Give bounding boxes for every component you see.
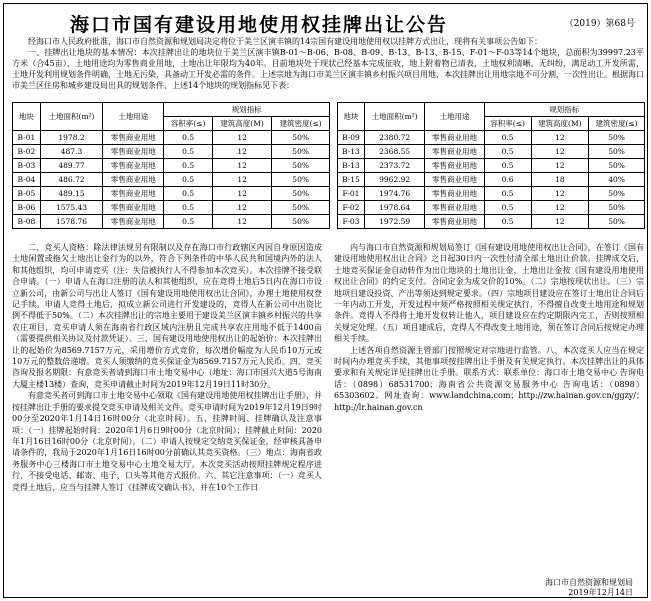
cell-area: 489.77	[40, 159, 102, 173]
cell-plot: B-04	[13, 173, 41, 187]
cell-height: 12	[531, 201, 589, 215]
plot-table-left-body	[13, 131, 330, 229]
cell-plot: F-03	[338, 215, 365, 229]
cell-plot: B-13	[338, 159, 365, 173]
cell-height: 18	[531, 173, 589, 187]
cell-use: 零售商业用地	[425, 187, 484, 201]
cell-area: 1978.64	[364, 201, 424, 215]
cell-height: 12	[531, 159, 589, 173]
cell-plot: B-09	[338, 131, 365, 145]
table-row	[13, 187, 330, 201]
header-use: 土地用途	[425, 103, 484, 131]
table-row	[338, 173, 645, 187]
body-columns	[12, 242, 644, 580]
page-title: 海口市国有建设用地使用权挂牌出让公告	[70, 14, 449, 36]
cell-density: 50%	[272, 187, 330, 201]
table-row	[13, 173, 330, 187]
table-row	[338, 201, 645, 215]
cell-area: 1578.76	[40, 215, 102, 229]
cell-far: 0.5	[164, 173, 213, 187]
cell-plot: B-15	[338, 173, 365, 187]
cell-density: 40%	[589, 173, 645, 187]
cell-use: 零售商业用地	[103, 201, 164, 215]
cell-area: 2368.55	[364, 145, 424, 159]
cell-area: 1575.43	[40, 201, 102, 215]
table-row	[13, 159, 330, 173]
header-far: 容积率(≤)	[484, 117, 531, 131]
cell-area: 1974.76	[364, 187, 424, 201]
header-area: 土地面积(m²)	[40, 103, 102, 131]
cell-area: 1972.59	[364, 215, 424, 229]
cell-density: 50%	[272, 173, 330, 187]
cell-area: 2373.72	[364, 159, 424, 173]
header-plot: 地块	[13, 103, 41, 131]
cell-area: 2380.72	[364, 131, 424, 145]
cell-far: 0.5	[164, 215, 213, 229]
plot-table-right	[337, 102, 645, 229]
table-row	[338, 159, 645, 173]
table-row	[13, 215, 330, 229]
cell-height: 12	[212, 159, 271, 173]
cell-area: 486.72	[40, 173, 102, 187]
cell-density: 50%	[589, 187, 645, 201]
cell-plot: B-01	[13, 131, 41, 145]
cell-use: 零售商业用地	[425, 159, 484, 173]
cell-area: 489.15	[40, 187, 102, 201]
body-paragraph: 有意竞买者可到海口市土地交易中心领取《国有建设用地使用权挂牌出让手册》，并按挂牌出让手册的要求提交竞买申请及相关文件。竞买申请时间为2019年12月19日9时00分至2020年1月14日16时00分（北京时间）。五、挂牌时间、挂牌确认及注意事项：（一）挂牌起始时间：2020年1月6日9时00分（北京时间）；挂牌截止时间：2020年1月16日16时00分（北京时间）。（二）申请人按规定交纳竞买保证金，经审核具备申请条件的，我局于2020年1月16日16时00分前确认其竞买资格。（三）地点：海南省政务服务中心三楼海口市土地交易中心土地交易大厅。本次竞买活动按照挂牌规定程序进行，不接受电话、邮寄、电子、口头等其他方式报价。六、其它注意事项：（一）竞买人竞得土地后，应当与挂牌人签订《挂牌成交确认书》，并在10个工作日	[12, 391, 322, 492]
table-row	[13, 145, 330, 159]
table-row	[338, 145, 645, 159]
cell-use: 零售商业用地	[103, 159, 164, 173]
signature-date: 2019年12月14日	[568, 588, 633, 597]
table-row	[13, 201, 330, 215]
cell-area: 1978.2	[40, 131, 102, 145]
cell-area: 9962.92	[364, 173, 424, 187]
header-far: 容积率(≤)	[164, 117, 213, 131]
header-planning: 规划指标	[484, 103, 644, 117]
cell-plot: B-13	[338, 145, 365, 159]
cell-density: 50%	[272, 215, 330, 229]
cell-density: 50%	[272, 159, 330, 173]
cell-far: 0.5	[484, 145, 531, 159]
body-paragraph: 上述各项自然资源主管部门按照规定对宗地进行监管。八、本次竞买人应当在规定时间内办理竞买手续，其他事项按挂牌出让手册及有关规定执行。本次挂牌出让的具体要求和有关规定详见挂牌出让手册。联系方式：联系单位：海口市土地交易中心 告询电话：（0898）68531700；海南省公共资源交易服务中心 告询电话：（0898）65303602。网址查询：www.landchina.com；http://zw.hainan.gov.cn/ggzy/；http://lr.hainan.gov.cn	[334, 345, 644, 412]
header-density: 建筑密度(≤)	[589, 117, 645, 131]
cell-far: 0.6	[484, 173, 531, 187]
cell-plot: F-02	[338, 201, 365, 215]
table-row	[338, 187, 645, 201]
body-column-right	[334, 242, 644, 413]
signature-block	[545, 578, 633, 598]
cell-density: 50%	[589, 159, 645, 173]
header-density: 建筑密度(≤)	[272, 117, 330, 131]
cell-far: 0.5	[484, 159, 531, 173]
intro-section	[12, 36, 644, 91]
header-height: 建筑高度(M)	[531, 117, 589, 131]
cell-height: 12	[212, 201, 271, 215]
table-row	[338, 131, 645, 145]
cell-plot: B-02	[13, 145, 41, 159]
table-row	[338, 215, 645, 229]
cell-density: 50%	[589, 215, 645, 229]
cell-height: 12	[531, 187, 589, 201]
body-paragraph: 二、竞买人资格：除法律法规另有限制以及存在海口市行政辖区内因自身原因造成土地闲置或拖欠土地出让金行为的以外，符合下列条件的中华人民共和国境内外的法人和其他组织，均可申请竞买（注：失信被执行人不得参加本次竞买）。本次挂牌不接受联合申请。（一）申请人在海口注册的法人和其他组织，应在竞得土地后5日内在海口市设立新公司，由新公司与出让人签订《国有建设用地使用权出让合同》，办理土地使用权登记手续。申请人竞得土地后，拟成立新公司进行开发建设的，竞得人在新公司中出资比例不得低于50%。（二）本次挂牌出让的宗地主要用于建设美兰区演丰镇乡村振兴的共享农庄项目，竞买申请人须在海南省行政区域内注册且完成共享农庄用地不低于1400亩（需要提供相关协议及付款凭证）。三、国有建设用地使用权出让的起始价：本次挂牌出让的起始价为8569.7157万元，采用增价方式竞价，每次增价幅度为人民币10万元或10万元的整数倍递增。竞买人须缴纳的竞买保证金为8569.7157万元人民币。四、竞买咨询及报名期限：有意竞买者请到海口市土地交易中心（地址：海口市国兴大道5号海南大厦主楼13楼）查询，竞买申请截止时间为2019年12月19日11时30分。	[12, 243, 322, 389]
cell-height: 12	[212, 173, 271, 187]
cell-plot: B-05	[13, 187, 41, 201]
signature-org: 海口市自然资源和规划局	[545, 578, 633, 587]
cell-density: 50%	[272, 201, 330, 215]
cell-plot: F-01	[338, 187, 365, 201]
cell-height: 12	[531, 215, 589, 229]
cell-use: 零售商业用地	[103, 145, 164, 159]
cell-density: 50%	[589, 145, 645, 159]
cell-height: 12	[212, 131, 271, 145]
cell-far: 0.5	[164, 159, 213, 173]
cell-height: 12	[212, 145, 271, 159]
header-planning: 规划指标	[164, 103, 330, 117]
cell-use: 零售商业用地	[103, 215, 164, 229]
cell-use: 零售商业用地	[425, 145, 484, 159]
cell-plot: B-08	[13, 215, 41, 229]
cell-height: 12	[531, 131, 589, 145]
cell-density: 50%	[589, 201, 645, 215]
document-number: （2019）第68号	[564, 19, 635, 29]
cell-height: 12	[212, 215, 271, 229]
cell-far: 0.5	[484, 131, 531, 145]
body-column-left	[12, 242, 322, 493]
cell-use: 零售商业用地	[103, 187, 164, 201]
intro-paragraph: 一、挂牌出让地块的基本情况：本次挂牌出让的地块位于美兰区演丰镇B-01～B-06、B-08、B-09、B-13、B-13、B-15、F-01～F-03等14个地块，总面积为39997.23平方米（合45亩），土地用途均为零售商业用地，土地出让年限均为40年。目前地块处于现状已经基本完成征收，地上附着物已清表，土地权利清晰，无纠纷，满足动工开发所需，土地开发利用规划条件明确，土地无污染，具备动工开发必需的条件。上述宗地为海口市美兰区演丰镇乡村振兴项目用地，本次挂牌出让用地宗地不可分割，一次性出让。根据海口市美兰区住房和城乡建设局出具的规划条件，上述14个地块的规划指标见下表：	[12, 48, 644, 90]
cell-use: 零售商业用地	[103, 173, 164, 187]
cell-far: 0.5	[164, 131, 213, 145]
body-paragraph: 内与海口市自然资源和规划局签订《国有建设用地使用权出让合同》，在签订《国有建设用地使用权出让合同》之日起30日内一次性付清全部土地出让价款。挂牌成交后，土地竞买保证金自动转作为出让地块的土地出让金，土地出让金按《国有建设用地使用权出让合同》的约定支付。合同定金为成交价的10%。（二）宗地按现状出让。（三）宗地项目建设投资、产出等须达到规定要求。（四）宗地项目建设应在签订土地出让合同后一年内动工开发，开发过程中须严格按照相关规定执行，不得擅自改变土地用途和规划条件。竞得人不得将土地开发权转让他人，项目建设应在约定期限内完工，否则按照相关规定处理。（五）项目建成后，竞得人不得改变土地用途，须在签订合同后按规定办理相关手续。	[334, 243, 644, 344]
cell-far: 0.5	[484, 201, 531, 215]
cell-use: 零售商业用地	[103, 131, 164, 145]
cell-far: 0.5	[164, 201, 213, 215]
plot-table-right-body	[338, 131, 645, 229]
cell-use: 零售商业用地	[425, 173, 484, 187]
cell-far: 0.5	[164, 145, 213, 159]
header-use: 土地用途	[103, 103, 164, 131]
cell-far: 0.5	[484, 187, 531, 201]
cell-use: 零售商业用地	[425, 215, 484, 229]
announcement-page	[3, 3, 648, 598]
cell-use: 零售商业用地	[425, 201, 484, 215]
table-row	[13, 131, 330, 145]
header-height: 建筑高度(M)	[212, 117, 271, 131]
cell-far: 0.5	[164, 187, 213, 201]
plot-table-left	[12, 102, 330, 229]
cell-area: 487.3	[40, 145, 102, 159]
cell-use: 零售商业用地	[425, 131, 484, 145]
cell-plot: B-06	[13, 201, 41, 215]
intro-paragraph: 经海口市人民政府批准，海口市自然资源和规划局决定将位于美兰区演丰镇的14宗国有建设用地使用权以挂牌方式出让，现将有关事项公告如下：	[28, 37, 543, 46]
cell-density: 50%	[589, 131, 645, 145]
cell-height: 12	[212, 187, 271, 201]
header-plot: 地块	[338, 103, 365, 131]
cell-plot: B-03	[13, 159, 41, 173]
cell-density: 50%	[272, 131, 330, 145]
cell-far: 0.5	[484, 215, 531, 229]
header-area: 土地面积(m²)	[364, 103, 424, 131]
cell-density: 50%	[272, 145, 330, 159]
cell-height: 12	[531, 145, 589, 159]
